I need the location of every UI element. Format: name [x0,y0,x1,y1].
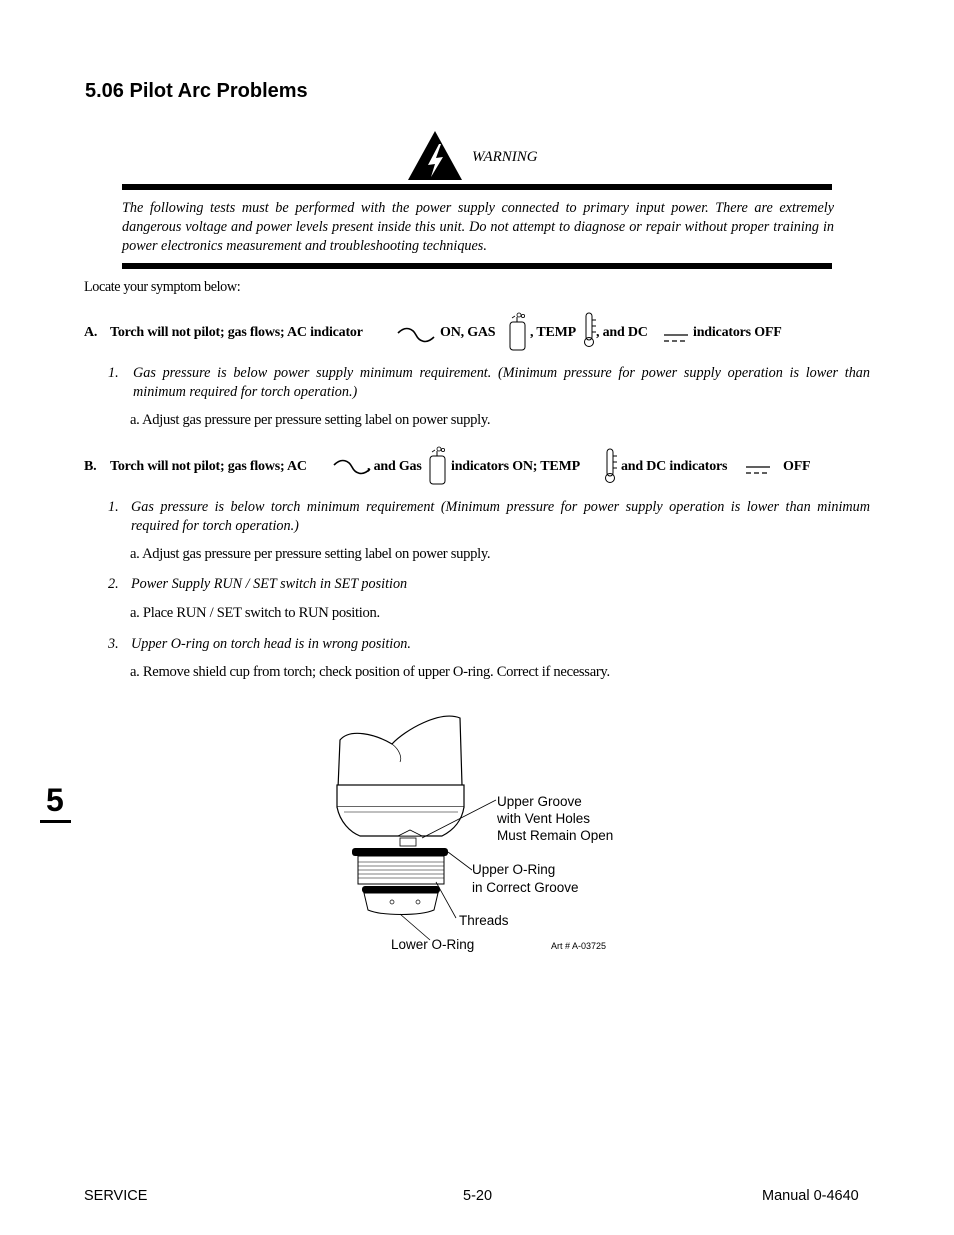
item-b2-sub: a. Place RUN / SET switch to RUN position. [130,605,380,621]
footer-page-number: 5-20 [463,1188,493,1204]
item-b1-text: Gas pressure is below torch minimum requirement (Minimum pressure for power supply operation is lower than minimum required for torch operation.) [131,499,870,534]
callout-upper-oring-line-1: Upper O-Ring [472,862,556,877]
symptom-b-text-1: Torch will not pilot; gas flows; AC [110,459,307,474]
symptom-a-text-5: indicators OFF [693,325,782,340]
footer-manual-number: Manual 0-4640 [762,1188,859,1204]
gas-cylinder-icon [508,312,528,352]
callout-upper-groove-line-2: with Vent Holes [497,811,591,826]
ac-wave-icon [333,458,371,476]
item-b1-number: 1. [108,499,119,515]
dc-indicator-icon [663,333,689,343]
symptom-a-text-4: , and DC [596,325,648,340]
ac-wave-icon [397,326,435,344]
chapter-tab-rule [40,820,71,823]
symptom-b-letter: B. [84,459,97,474]
callout-upper-oring-line-2: in Correct Groove [472,880,579,895]
callout-threads: Threads [459,913,509,928]
warning-text: The following tests must be performed with the power supply connected to primary input power. There are extremely dangerous voltage and power levels present inside this unit. Do not attempt to diagnose or repair without proper training in power electronics measurement and troubleshooting techniques. [122,200,834,254]
item-b3-number: 3. [108,636,119,652]
item-b3-text: Upper O-ring on torch head is in wrong position. [131,636,411,652]
warning-top-rule [122,184,832,190]
item-b2-number: 2. [108,576,119,592]
symptom-b-text-2: , and Gas [367,459,422,474]
warning-bottom-rule [122,263,832,269]
item-b3-sub: a. Remove shield cup from torch; check position of upper O-ring. Correct if necessary. [130,664,610,680]
chapter-tab-number: 5 [46,782,64,818]
footer-left: SERVICE [84,1188,148,1204]
symptom-b-text-4: and DC indicators [621,459,728,474]
symptom-a-text-3: , TEMP [530,325,576,340]
item-b1-sub: a. Adjust gas pressure per pressure setting label on power supply. [130,546,491,562]
gas-cylinder-icon [428,446,448,486]
callout-upper-groove [497,793,613,844]
item-a1-sub: a. Adjust gas pressure per pressure setting label on power supply. [130,412,491,428]
symptom-b-text-5: OFF [783,459,811,474]
torch-head-illustration [330,710,490,920]
warning-label: WARNING [472,149,538,165]
symptom-a-text-1: Torch will not pilot; gas flows; AC indicator [110,325,363,340]
callout-upper-groove-line-3: Must Remain Open [497,828,614,843]
item-a1-text: Gas pressure is below power supply minimum requirement. (Minimum pressure for power supply operation is lower than minimum required for torch operation.) [133,365,870,400]
section-title: 5.06 Pilot Arc Problems [85,80,308,102]
symptom-b-text-3: indicators ON; TEMP [451,459,580,474]
thermometer-icon [603,448,619,484]
symptom-a-text-2: ON, GAS [440,325,496,340]
intro-text: Locate your symptom below: [84,279,241,295]
callout-upper-oring [472,861,579,897]
item-b2-text: Power Supply RUN / SET switch in SET position [131,576,408,592]
warning-lightning-icon [406,129,464,181]
art-number: Art # A-03725 [551,941,607,951]
callout-lower-oring: Lower O-Ring [391,937,475,952]
callout-upper-groove-line-1: Upper Groove [497,794,582,809]
dc-indicator-icon [745,465,771,475]
item-a1-number: 1. [108,365,119,381]
symptom-a-letter: A. [84,325,98,340]
